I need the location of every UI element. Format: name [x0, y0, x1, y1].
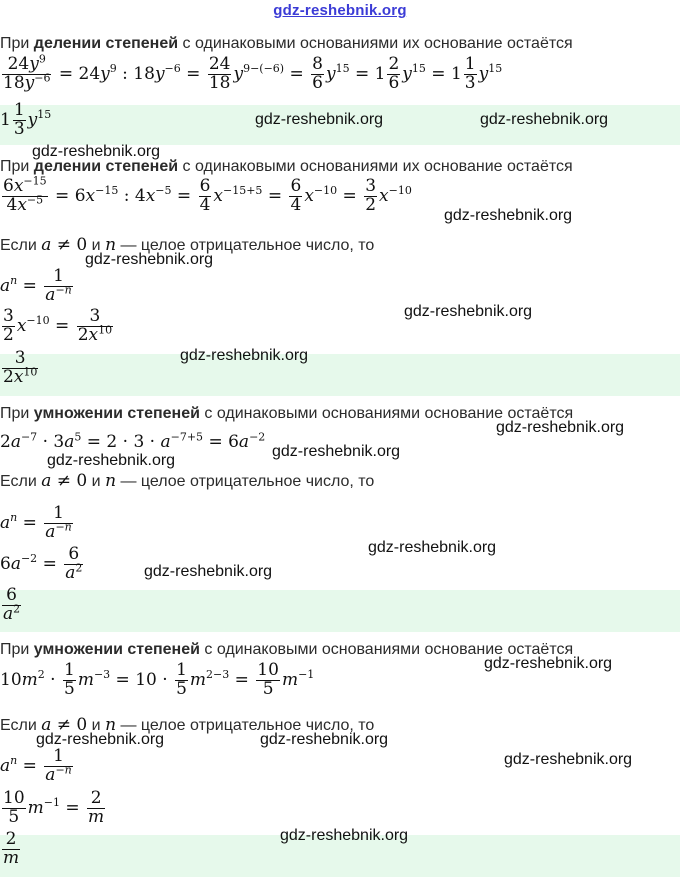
watermark: gdz-reshebnik.org — [85, 251, 214, 268]
rule-multiplication-1: При умножении степеней с одинаковыми основаниями основание остаётся — [0, 405, 574, 422]
formula-negative-exponent-3: $a^n$ = $\frac{1}{a^{-n}}$ — [0, 746, 72, 785]
formula-negative-exponent-2: $a^n$ = $\frac{1}{a^{-n}}$ — [0, 503, 72, 542]
watermark: gdz-reshebnik.org — [280, 827, 409, 844]
answer-2: $\frac{3}{2x^{10}}$ — [3, 348, 38, 387]
watermark: gdz-reshebnik.org — [272, 443, 401, 460]
formula-negative-exponent-1: $a^n$ = $\frac{1}{a^{-n}}$ — [0, 266, 72, 305]
watermark: gdz-reshebnik.org — [484, 655, 613, 672]
equation-2b: $\frac{3}{2}$ $x^{-10}$ = $\frac{3}{2x^{10}}$ — [3, 306, 113, 345]
watermark: gdz-reshebnik.org — [36, 731, 165, 748]
equation-4b: $\frac{10}{5}$ $m^{-1}$ = $\frac{2}{m}$ — [3, 788, 105, 827]
answer-band-2 — [0, 354, 680, 396]
watermark: gdz-reshebnik.org — [32, 143, 161, 160]
watermark: gdz-reshebnik.org — [444, 207, 573, 224]
rule-negative-exponent-3: Если a ≠ 0 и n — целое отрицательное число, то — [0, 715, 375, 735]
equation-2: $\frac{6x^{-15}}{4x^{-5}}$ = $6x^{-15}$ : $4x^{-5}$ = $\frac{6}{4}$ $x^{-15+5}$ = $\frac{6}{4}$ $x^{-10}$ = $\frac{3}{2}$ $x^{-10}$ — [3, 174, 412, 215]
watermark: gdz-reshebnik.org — [504, 751, 633, 768]
equation-1: $\frac{24y^9}{18y^{-6}}$ = $24y^9$ : $18y^{-6}$ = $\frac{24}{18}$ $y^{9-(-6)}$ = $\frac{8}{6}$ $y^{15} = 1$ $\frac{2}{6}$ $y^{15} = 1$ $\frac{1}{3}$ $y^{15}$ — [3, 52, 503, 93]
equation-3b: $6a^{-2}$ = $\frac{6}{a^2}$ — [0, 544, 83, 583]
answer-4: $\frac{2}{m}$ — [3, 829, 20, 868]
watermark: gdz-reshebnik.org — [368, 539, 497, 556]
rule-negative-exponent-1: Если a ≠ 0 и n — целое отрицательное число, то — [0, 235, 375, 255]
answer-band-3 — [0, 590, 680, 632]
watermark: gdz-reshebnik.org — [404, 303, 533, 320]
watermark: gdz-reshebnik.org — [180, 347, 309, 364]
watermark: gdz-reshebnik.org — [480, 111, 609, 128]
rule-negative-exponent-2: Если a ≠ 0 и n — целое отрицательное число, то — [0, 471, 375, 491]
rule-division-1: При делении степеней с одинаковыми основаниями их основание остаётся — [0, 35, 573, 52]
equation-3: $2a^{-7} \cdot 3a^5 = 2 \cdot 3 \cdot a^{-7+5} = 6a^{-2}$ — [0, 430, 266, 452]
watermark: gdz-reshebnik.org — [255, 111, 384, 128]
site-link[interactable]: gdz-reshebnik.org — [273, 2, 407, 19]
watermark: gdz-reshebnik.org — [144, 563, 273, 580]
answer-3: $\frac{6}{a^2}$ — [3, 585, 21, 624]
equation-4: $10m^2$ · $\frac{1}{5}$ $m^{-3} = 10$ · $\frac{1}{5}$ $m^{2-3}$ = $\frac{10}{5}$ $m^{-1}$ — [0, 660, 315, 699]
watermark: gdz-reshebnik.org — [260, 731, 389, 748]
rule-multiplication-2: При умножении степеней с одинаковыми основаниями основание остаётся — [0, 641, 574, 658]
answer-1: 1 $\frac{1}{3}$ $y^{15}$ — [0, 100, 52, 139]
watermark: gdz-reshebnik.org — [47, 452, 176, 469]
rule-division-2: При делении степеней с одинаковыми основаниями их основание остаётся — [0, 158, 573, 175]
watermark: gdz-reshebnik.org — [496, 419, 625, 436]
